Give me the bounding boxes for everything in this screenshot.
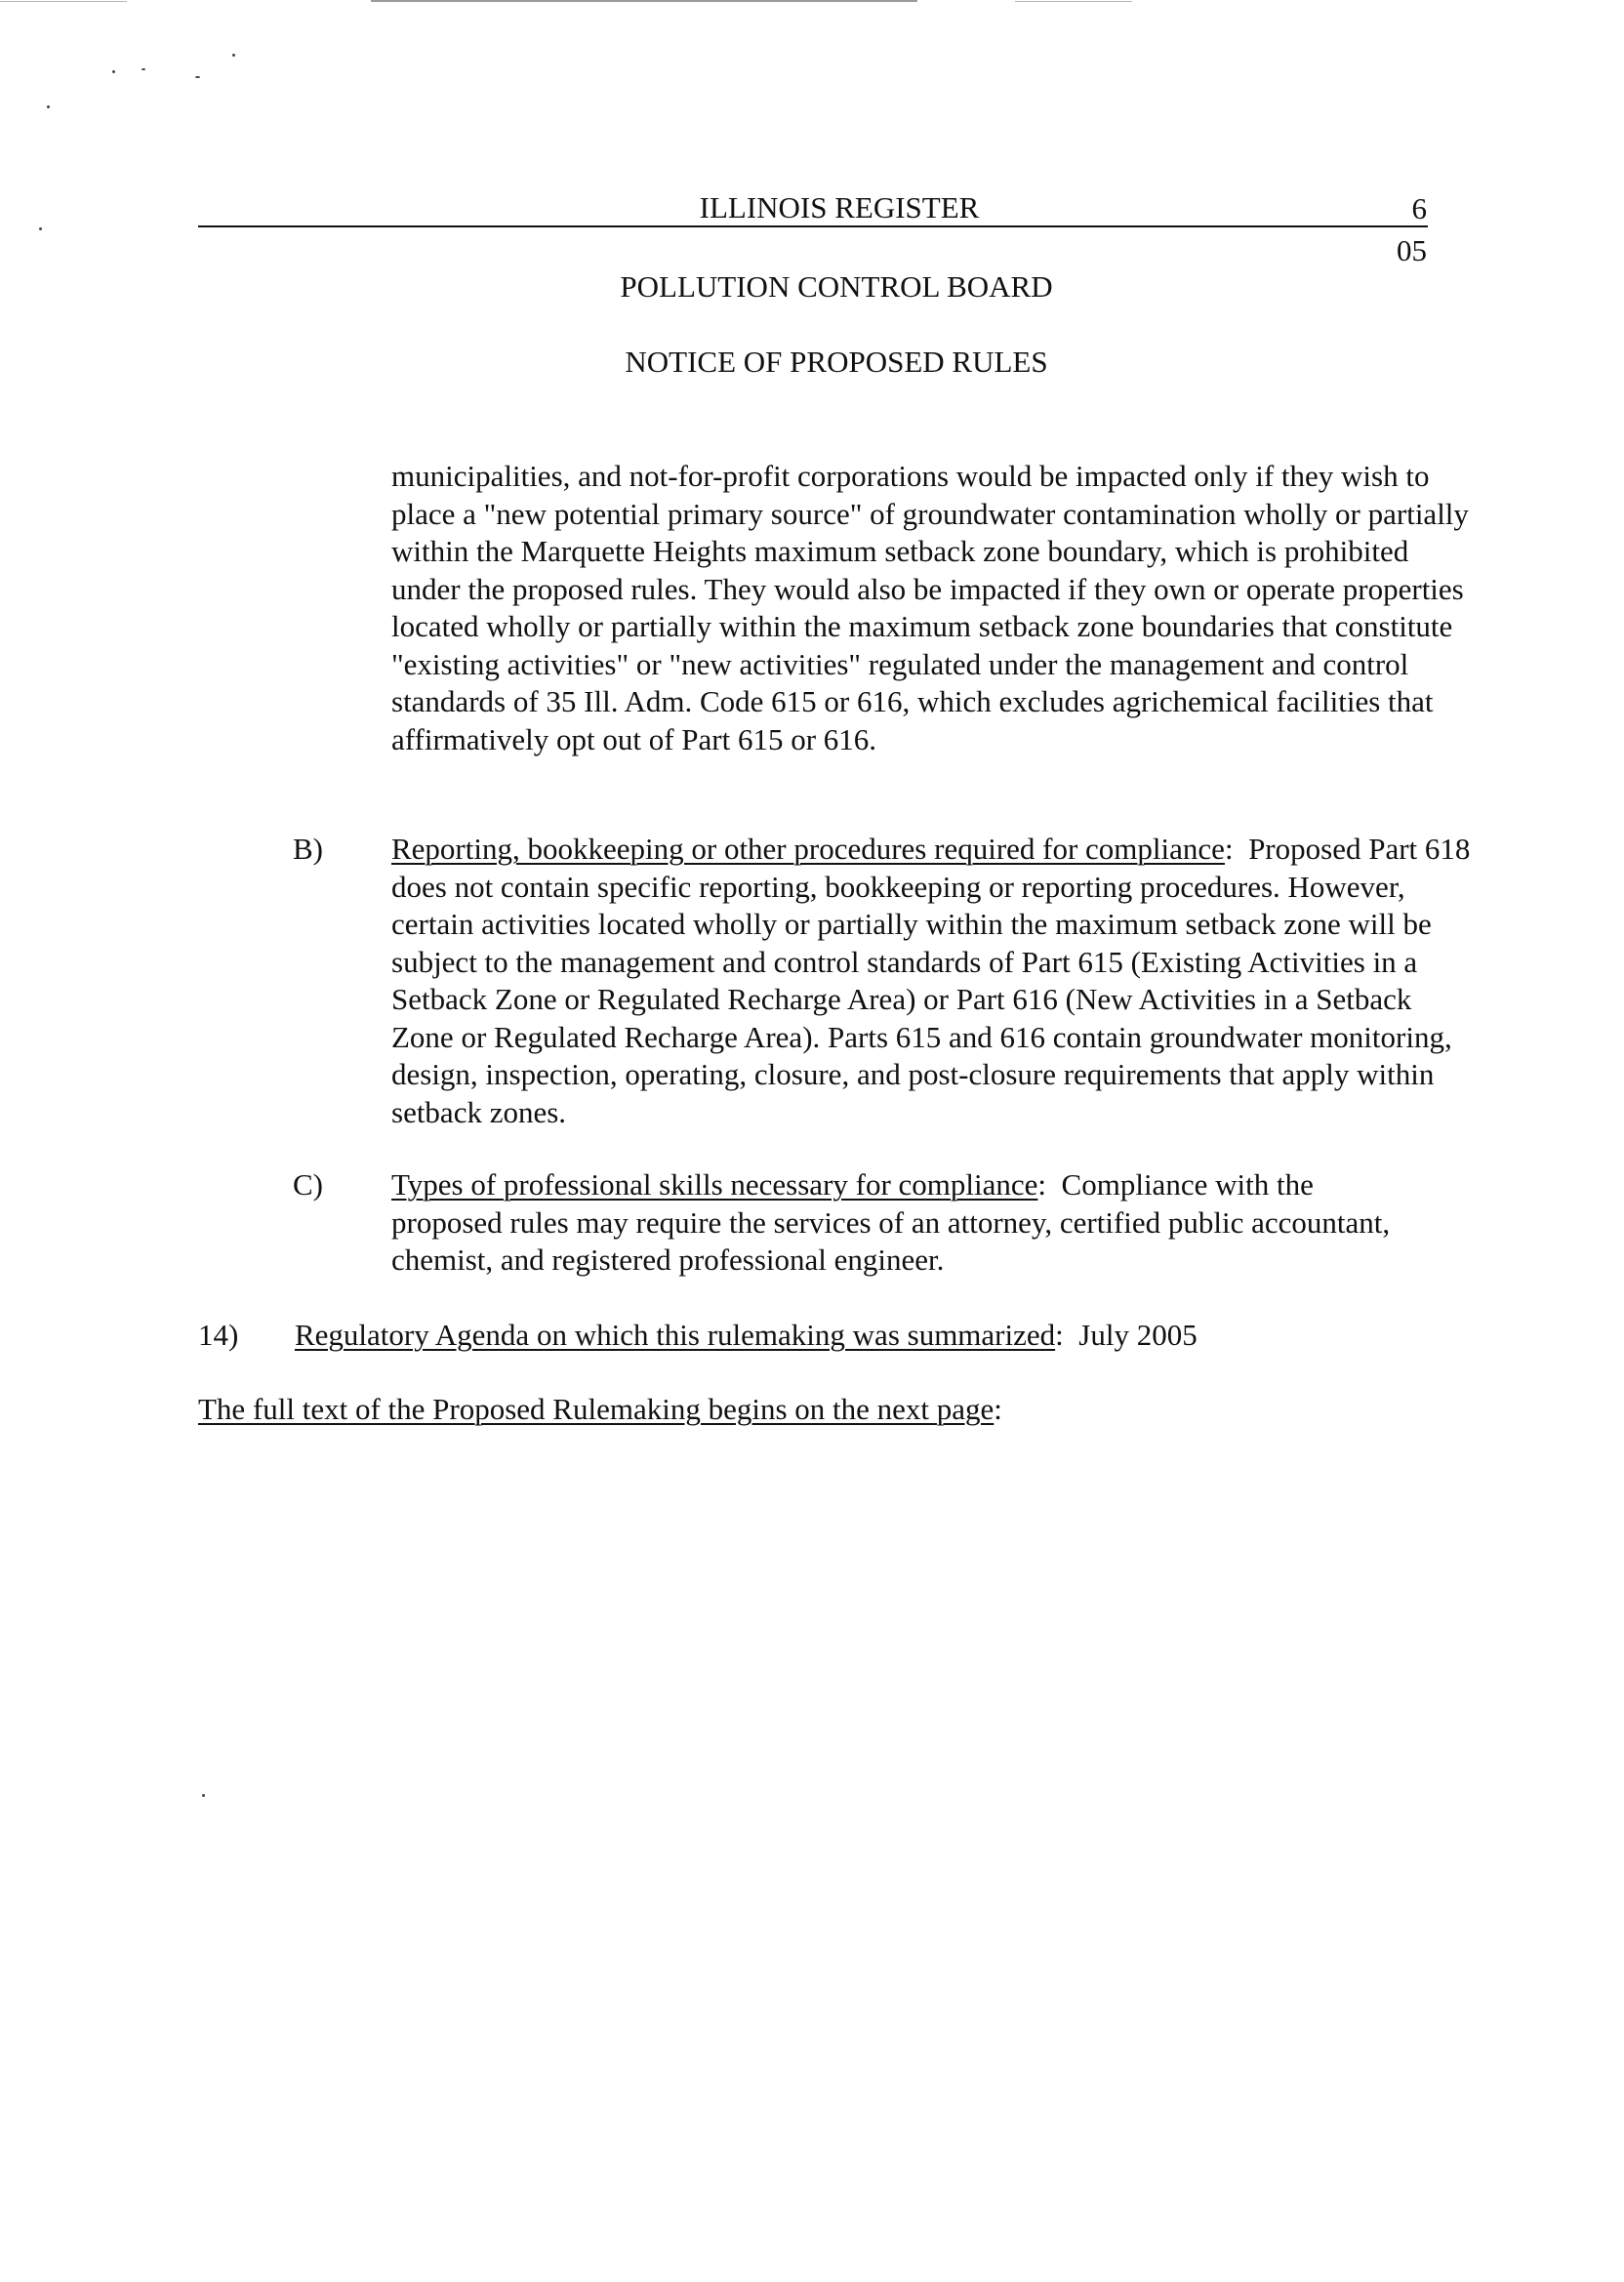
item-c-separator: :: [1037, 1167, 1047, 1202]
agency-heading: POLLUTION CONTROL BOARD: [620, 269, 1053, 304]
scan-artifact-speck: [195, 76, 200, 78]
item-14-heading: Regulatory Agenda on which this rulemaking was summarized: [295, 1318, 1056, 1352]
item-b-paragraph: [391, 831, 1475, 1131]
closing-line-text: The full text of the Proposed Rulemaking begins on the next page: [198, 1392, 995, 1426]
item-14-paragraph: [295, 1317, 1427, 1355]
item-14-text: July 2005: [1078, 1318, 1198, 1352]
scan-artifact-top-dash: [1015, 1, 1132, 2]
item-c-paragraph: [391, 1166, 1426, 1280]
continuation-paragraph: municipalities, and not-for-profit corporations would be impacted only if they wish to place a "new potential primary source" of groundwater contamination wholly or partially within the Marquette Heights maximum setback zone boundary, which is prohibited under the proposed rules. They would also be impacted if they own or operate properties located wholly or partially within the maximum setback zone boundaries that constitute "existing activities" or "new activities" regulated under the management and control standards of 35 Ill. Adm. Code 615 or 616, which excludes agrichemical facilities that affirmatively opt out of Part 615 or 616.: [391, 459, 1469, 756]
page-number-top: 6: [1411, 191, 1427, 225]
item-b-separator: :: [1224, 832, 1234, 866]
scan-artifact-top-line: [371, 0, 917, 2]
item-b-heading: Reporting, bookkeeping or other procedures required for compliance: [391, 832, 1225, 866]
scan-artifact-speck: [202, 1794, 205, 1797]
closing-line: [198, 1391, 1428, 1429]
scan-artifact-speck: [232, 54, 235, 57]
scan-artifact-speck: [112, 70, 115, 73]
closing-line-colon: :: [994, 1392, 1002, 1426]
item-14-label: 14): [198, 1318, 239, 1352]
notice-heading: NOTICE OF PROPOSED RULES: [625, 345, 1048, 379]
header-rule: [198, 225, 1428, 227]
item-14-separator: :: [1055, 1318, 1064, 1352]
scan-artifact-speck: [39, 227, 42, 230]
item-c-heading: Types of professional skills necessary for compliance: [391, 1167, 1038, 1202]
scan-artifact-top-dash: [0, 1, 127, 2]
scan-artifact-speck: [47, 105, 50, 108]
item-b-text: Proposed Part 618 does not contain specific reporting, bookkeeping or reporting procedures. However, certain activities located wholly or partially within the maximum setback zone will be subject to the management and control standards of Part 615 (Existing Activities in a Setback Zone or Regulated Recharge Area) or Part 616 (New Activities in a Setback Zone or Regulated Recharge Area). Parts 615 and 616 contain groundwater monitoring, design, inspection, operating, closure, and post-closure requirements that apply within setback zones.: [391, 832, 1471, 1129]
item-c-label: C): [293, 1167, 323, 1202]
register-title: ILLINOIS REGISTER: [699, 190, 980, 224]
item-b-label: B): [293, 832, 323, 866]
item-c-text: Compliance with the proposed rules may require the services of an attorney, certified public accountant, chemist, and registered professional engineer.: [391, 1167, 1391, 1277]
page-number-bottom: 05: [1397, 233, 1427, 267]
scan-artifact-speck: [142, 68, 145, 70]
